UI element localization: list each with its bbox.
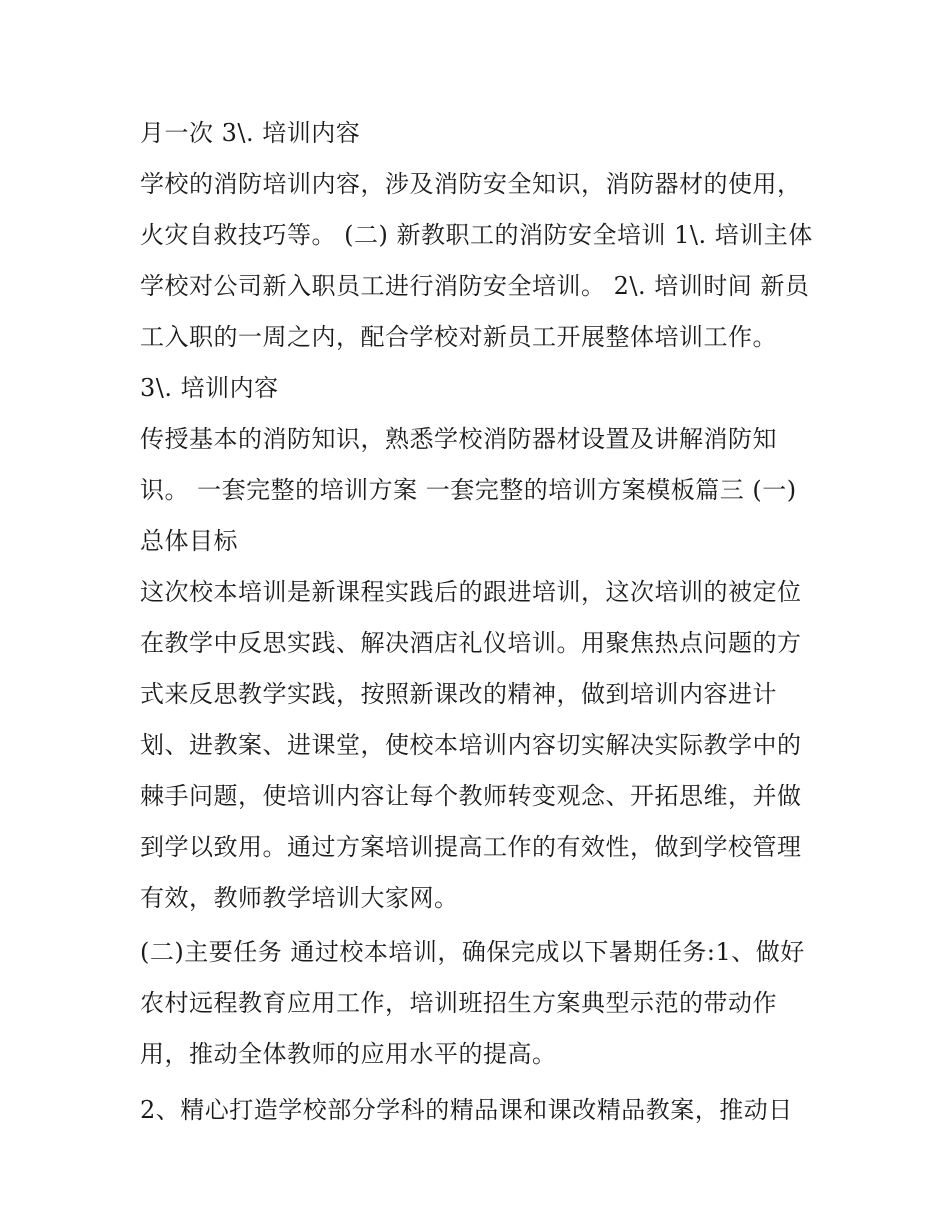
text-line: 2、精心打造学校部分学科的精品课和课改精品教案，推动日	[140, 1096, 793, 1124]
document-body	[140, 108, 830, 1136]
text-line: 识。 一套完整的培训方案 一套完整的培训方案模板篇三 (一)	[140, 476, 797, 504]
text-line: 在教学中反思实践、解决酒店礼仪培训。用聚焦热点问题的方	[140, 629, 802, 657]
text-line: 学校的消防培训内容，涉及消防安全知识，消防器材的使用，	[140, 170, 802, 198]
text-line: 划、进教案、进课堂，使校本培训内容切实解决实际教学中的	[140, 731, 802, 759]
text-line: 工入职的一周之内，配合学校对新员工开展整体培训工作。	[140, 323, 777, 351]
text-line: 火灾自救技巧等。 (二) 新教职工的消防安全培训 1\. 培训主体	[140, 221, 813, 249]
text-line: 有效，教师教学培训大家网。	[140, 884, 459, 912]
text-line: 3\. 培训内容	[140, 374, 279, 402]
text-line: 用，推动全体教师的应用水平的提高。	[140, 1040, 557, 1068]
text-line: 学校对公司新入职员工进行消防安全培训。 2\. 培训时间 新员	[140, 272, 810, 300]
text-line: 总体目标	[140, 527, 238, 555]
text-line: (二)主要任务 通过校本培训，确保完成以下暑期任务:1、做好	[140, 938, 805, 966]
text-line: 到学以致用。通过方案培训提高工作的有效性，做到学校管理	[140, 833, 802, 861]
text-line: 棘手问题，使培训内容让每个教师转变观念、开拓思维，并做	[140, 782, 802, 810]
text-line: 这次校本培训是新课程实践后的跟进培训，这次培训的被定位	[140, 578, 802, 606]
text-line: 传授基本的消防知识，熟悉学校消防器材设置及讲解消防知	[140, 425, 777, 453]
text-line: 农村远程教育应用工作，培训班招生方案典型示范的带动作	[140, 989, 777, 1017]
text-line: 式来反思教学实践，按照新课改的精神，做到培训内容进计	[140, 680, 777, 708]
text-line: 月一次 3\. 培训内容	[140, 119, 361, 147]
